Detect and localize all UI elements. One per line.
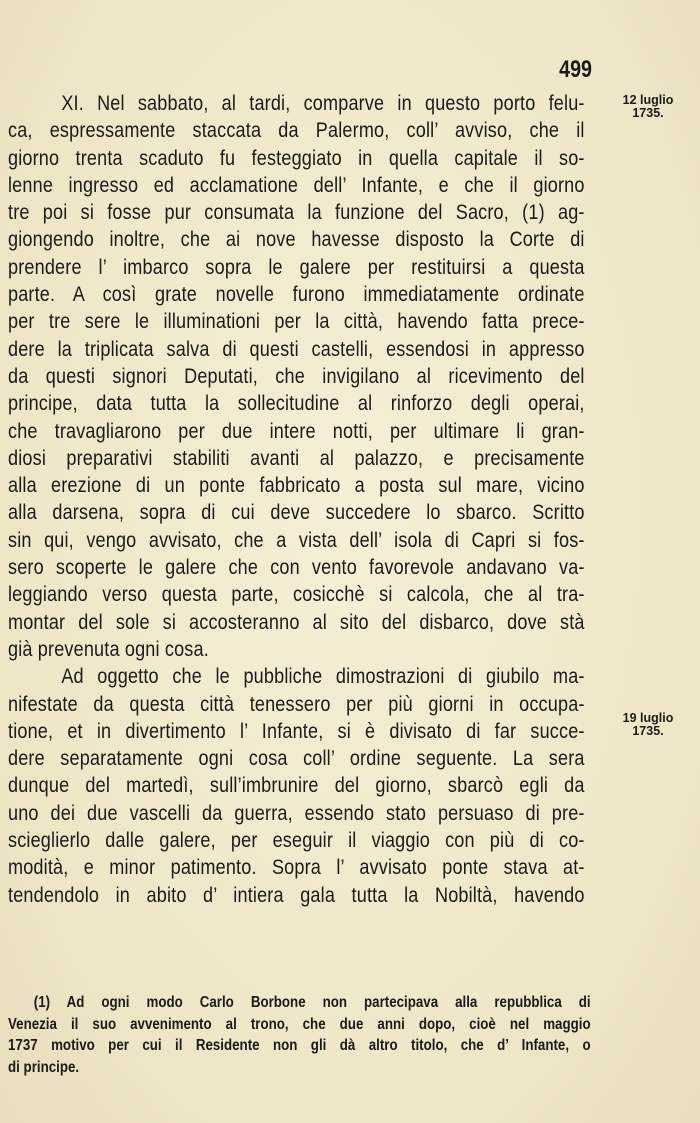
text-line: dunque del martedì, sull’imbrunire del giorno, sbarcò egli da (8, 774, 585, 798)
footnote-line: (1) Ad ogni modo Carlo Borbone non partecipava alla repubblica di (33, 994, 591, 1011)
text-line: dere la triplicata salva di questi castelli, essendosi in appresso (8, 337, 585, 361)
text-line: uno dei due vascelli da guerra, essendo stato persuaso di pre- (8, 801, 585, 825)
text-line: già prevenuta ogni cosa. (8, 637, 209, 661)
text-line: da questi signori Deputati, che invigilano al ricevimento del (8, 364, 585, 388)
text-line: tendendolo in abito d’ intiera gala tutta la Nobiltà, havendo (8, 883, 585, 907)
footnote-line: 1737 motivo per cui il Residente non gli dà altro titolo, che d’ Infante, o (8, 1037, 591, 1054)
text-line: XI. Nel sabbato, al tardi, comparve in questo porto felu- (61, 92, 585, 115)
text-line: ca, espressamente staccata da Palermo, coll’ avviso, che il (8, 119, 585, 143)
text-line: Ad oggetto che le pubbliche dimostrazioni di giubilo ma- (61, 665, 585, 689)
margin-date-note-1 (603, 94, 693, 120)
main-text (8, 90, 586, 909)
text-line: sin qui, vengo avvisato, che a vista dell’ isola di Capri si fos- (8, 528, 585, 552)
text-line: alla erezione di un ponte fabbricato a posta sul mare, vicino (8, 474, 585, 498)
text-line: parte. A così grate novelle furono immediatamente ordinate (8, 283, 585, 307)
text-line: alla darsena, sopra di cui deve succedere lo sbarco. Scritto (8, 501, 585, 525)
text-line: per tre sere le illuminationi per la città, havendo fatta prece- (8, 310, 585, 334)
text-line: prendere l’ imbarco sopra le galere per restituirsi a questa (8, 255, 585, 279)
text-line: diosi preparativi stabiliti avanti al palazzo, e precisamente (8, 446, 585, 470)
footnote (8, 992, 592, 1078)
footnote-line: di principe. (8, 1058, 80, 1076)
text-line: sero scoperte le galere che con vento favorevole andavano va- (8, 556, 585, 580)
margin-note-year: 1735. (632, 106, 664, 120)
text-line: modità, e minor patimento. Sopra l’ avvisato ponte stava at- (8, 856, 585, 880)
margin-date-note-2 (603, 712, 693, 738)
text-line: che travagliarono per due intere notti, per ultimare li gran- (8, 419, 585, 443)
text-line: dere separatamente ogni cosa coll’ ordine seguente. La sera (8, 747, 585, 771)
margin-note-year: 1735. (632, 724, 664, 738)
text-line: giongendo inoltre, che ai nove havesse disposto la Corte di (8, 228, 585, 252)
margin-note-day: 19 luglio (622, 711, 674, 725)
text-line: lenne ingresso ed acclamatione dell’ Infante, e che il giorno (8, 173, 585, 197)
text-line: leggiando verso questa parte, cosicchè si calcola, che al tra- (8, 583, 585, 607)
text-line: giorno trenta scaduto fu festeggiato in quella capitale il so- (8, 146, 585, 170)
text-line: tre poi si fosse pur consumata la funzione del Sacro, (1) ag- (8, 201, 585, 225)
text-line: tione, et in divertimento l’ Infante, si è divisato di far succe- (8, 719, 585, 743)
footnote-line: Venezia il suo avvenimento al trono, che due anni dopo, cioè nel maggio (8, 1015, 591, 1033)
page-number: 499 (559, 56, 592, 83)
text-line: nifestate da questa città tenessero per più giorni in occupa- (8, 692, 585, 716)
margin-note-day: 12 luglio (622, 93, 674, 107)
text-line: principe, data tutta la sollecitudine al rinforzo degli operai, (8, 392, 585, 416)
text-line: scieglierlo dalle galere, per eseguir il viaggio con più di co- (8, 829, 585, 853)
text-line: montar del sole si accosteranno al sito del disbarco, dove stà (8, 610, 585, 634)
